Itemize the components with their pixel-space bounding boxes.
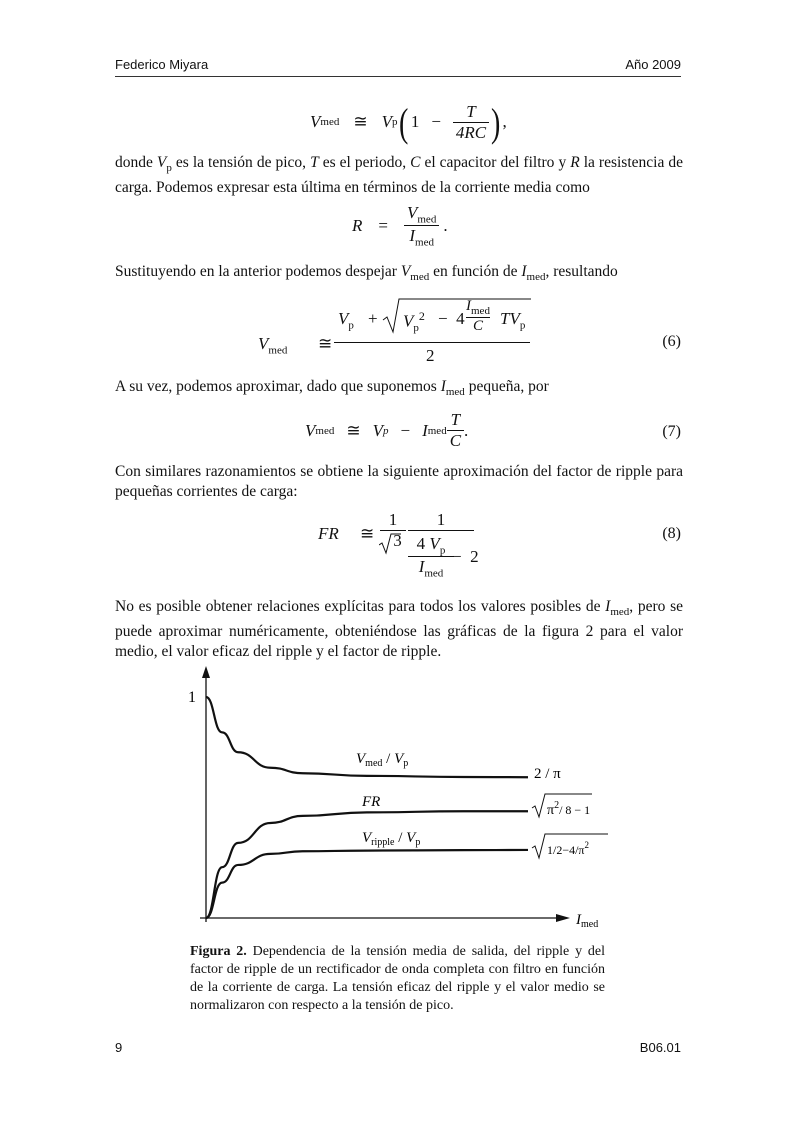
svg-text:π2/ 8 − 1: $\pi^2/$ 8 − 1 [547, 800, 591, 818]
header-year: Año 2009 [625, 57, 681, 72]
asymptote-label-fr [532, 794, 592, 818]
asymptote-label-vmed: 2 / π [534, 766, 561, 782]
curve-vripple [206, 850, 528, 918]
equation-6: $V_{med}$ ≅ $V_p$ + $V_p^2$ − 4 $I_{med}$ C $TV_p$ 2 [258, 298, 558, 368]
equation-number-7: (7) [662, 423, 681, 440]
label-vmed: $V_{med} / V_p$ [356, 751, 409, 769]
paragraph-definitions: donde $V_p$ es la tensión de pico, T es el periodo, C el capacitor del filtro y R la resistencia de carga. Podemos expresar esta última en términos de la corriente media como [115, 154, 683, 197]
equation-resistance: R = $\frac{V_{med}}{I_{med}}$ . [352, 203, 448, 249]
equation-vmed-approx: V med ≅ V p ( 1 − $\frac{T}{4RC}$ ) , [310, 99, 507, 145]
footer-page-number: 9 [115, 1040, 123, 1055]
curve-fr [206, 811, 528, 918]
label-vripple: $V_{ripple} / V_p$ [362, 830, 421, 848]
footer-code: B06.01 [639, 1040, 681, 1055]
header-rule [115, 76, 681, 77]
x-axis-label: $I_{med}$ [576, 912, 599, 930]
paragraph-approximation: A su vez, podemos aproximar, dado que suponemos $I_{med}$ pequeña, por [115, 378, 549, 399]
header-author: Federico Miyara [115, 57, 209, 72]
equation-8: FR ≅ 1 3 1 4 $V_p$ $I_{med}$ − 2 [318, 510, 479, 580]
x-axis-arrow [556, 914, 570, 922]
svg-text:1/2−4/π2: $1/2-4/\pi^2$ [547, 840, 589, 857]
asymptote-label-vripple [532, 834, 608, 858]
equation-number-8: (8) [662, 525, 681, 542]
y-axis-arrow [202, 666, 210, 678]
figure-caption: Figura 2. Dependencia de la tensión media de salida, del ripple y del factor de ripple de un rectificador de onda completa con filtro en función de la corriente de carga. La tensión eficaz del ripple y el valor medio se normalizaron con respecto a la tensión de pico. [190, 944, 605, 1013]
equation-7: V med ≅ V p − I med $\frac{T}{C}$ . [305, 410, 469, 450]
paragraph-substitution: Sustituyendo en la anterior podemos despejar $V_{med}$ en función de $I_{med}$, resultando [115, 263, 618, 284]
equation-number-6: (6) [662, 333, 681, 350]
label-fr: FR [362, 794, 381, 810]
y-tick-1: 1 [188, 689, 196, 706]
paragraph-ripple-factor: Con similares razonamientos se obtiene la siguiente aproximación del factor de ripple para pequeñas corrientes de carga: [115, 463, 683, 500]
figure-2-chart [180, 660, 620, 935]
paragraph-numerical: No es posible obtener relaciones explícitas para todos los valores posibles de $I_{med}$, pero se puede aproximar numéricamente, obteniéndose las gráficas de la figura 2 para el valor medio, el valor eficaz del ripple y el factor de ripple. [115, 598, 684, 661]
